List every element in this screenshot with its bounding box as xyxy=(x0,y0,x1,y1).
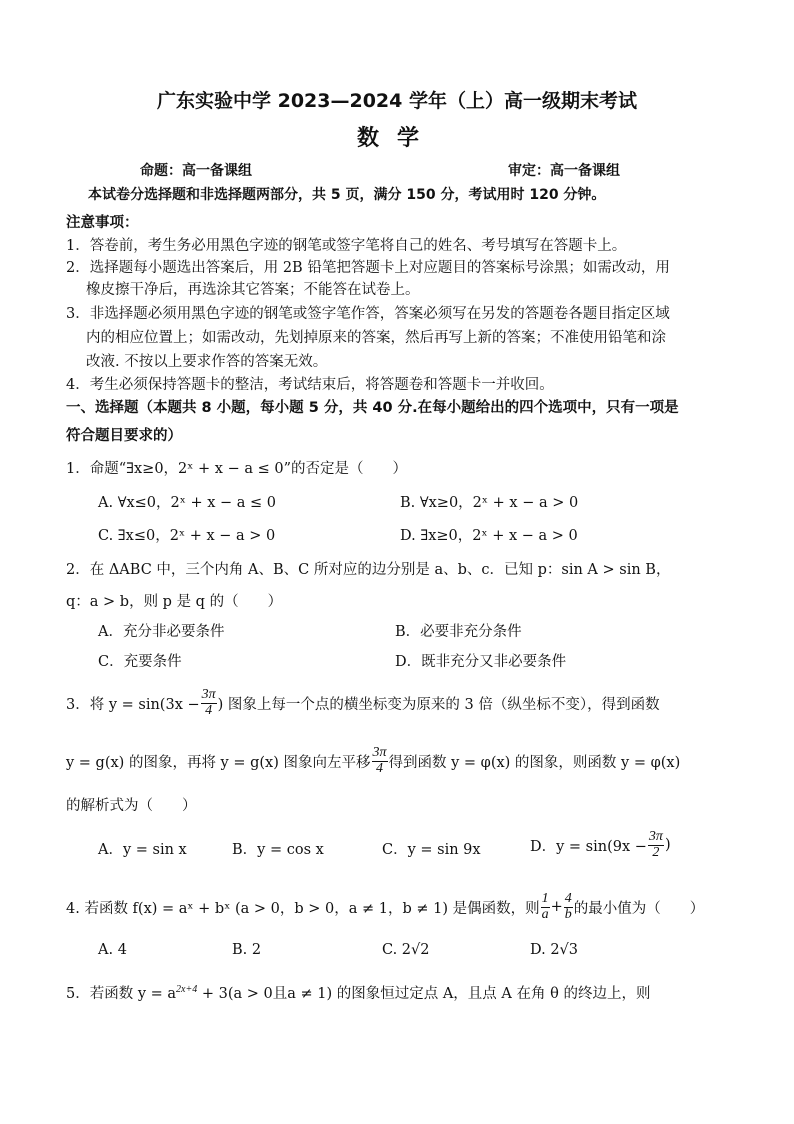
q3-stem-line3: 的解析式为（ ） xyxy=(66,798,197,814)
q5-stem-pre: 5．若函数 y = a xyxy=(66,986,177,1002)
q3-option-d-num: 3π xyxy=(648,828,663,844)
q3-fraction-1 xyxy=(201,688,217,718)
q4-fraction-1-den: a xyxy=(541,906,549,922)
q3-fraction-2 xyxy=(372,746,388,776)
q3-option-c: C．y = sin 9x xyxy=(382,842,481,858)
note-item-1: 1．答卷前，考生务必用黑色字迹的钢笔或签字笔将自己的姓名、考号填写在答题卡上。 xyxy=(66,238,627,254)
q4-stem xyxy=(66,888,704,926)
q3-option-d-post: ) xyxy=(664,837,671,853)
q4-fraction-1-num: 1 xyxy=(541,890,549,906)
q1-option-b: B. ∀x≥0，2ˣ + x − a > 0 xyxy=(400,495,579,511)
q5-stem-post: + 3(a > 0且a ≠ 1) 的图象恒过定点 A，且点 A 在角 θ 的终边上，则 xyxy=(197,986,651,1002)
note-item-3-cont1: 内的相应位置上；如需改动，先划掉原来的答案，然后再写上新的答案；不准使用铅笔和涂 xyxy=(86,330,666,346)
q3-fraction-1-den: 4 xyxy=(205,702,213,718)
q4-option-a: A. 4 xyxy=(98,942,127,958)
q1-option-d: D. ∃x≥0，2ˣ + x − a > 0 xyxy=(400,528,578,544)
q5-exponent: 2x+4 xyxy=(176,984,198,995)
exam-title: 广东实验中学 2023—2024 学年（上）高一级期末考试 xyxy=(157,90,637,112)
q3-fraction-2-den: 4 xyxy=(376,760,383,776)
q1-option-a: A. ∀x≤0，2ˣ + x − a ≤ 0 xyxy=(98,495,277,511)
q2-option-b: B．必要非充分条件 xyxy=(395,624,522,640)
q2-option-a: A．充分非必要条件 xyxy=(98,624,225,640)
q4-option-b: B. 2 xyxy=(232,942,262,958)
q3-stem2-post: 得到函数 y = φ(x) 的图象，则函数 y = φ(x) xyxy=(388,754,681,771)
exam-subject: 数学 xyxy=(356,126,437,151)
q4-stem-pre: 4. 若函数 f(x) = aˣ + bˣ (a > 0，b > 0，a ≠ 1，b ≠ 1) 是偶函数，则 xyxy=(66,900,540,917)
q4-fraction-2 xyxy=(564,892,573,922)
note-item-3-cont2: 改液. 不按以上要求作答的答案无效。 xyxy=(86,354,328,370)
q3-stem-post: ) 图象上每一个点的横坐标变为原来的 3 倍（纵坐标不变），得到函数 xyxy=(217,696,660,713)
note-item-4: 4．考生必须保持答题卡的整洁，考试结束后，将答题卷和答题卡一并收回。 xyxy=(66,377,554,393)
note-item-2-cont: 橡皮擦干净后，再选涂其它答案；不能答在试卷上。 xyxy=(86,282,420,298)
note-item-2: 2．选择题每小题选出答案后，用 2B 铅笔把答题卡上对应题目的答案标号涂黑；如需改动，用 xyxy=(66,260,670,276)
q4-fraction-2-num: 4 xyxy=(564,890,572,906)
q3-stem xyxy=(66,684,660,722)
reviewer-label: 审定：高一备课组 xyxy=(508,163,620,179)
q4-plus: + xyxy=(550,899,563,915)
q3-option-d-pre: D．y = sin(9x − xyxy=(530,838,647,855)
q3-fraction-2-num: 3π xyxy=(372,744,387,760)
exam-info: 本试卷分选择题和非选择题两部分，共 5 页，满分 150 分，考试用时 120 分钟。 xyxy=(88,187,606,203)
q3-option-b: B．y = cos x xyxy=(232,842,324,858)
q3-stem2-pre: y = g(x) 的图象，再将 y = g(x) 图象向左平移 xyxy=(66,754,371,771)
q2-stem: 2．在 ΔABC 中，三个内角 A、B、C 所对应的边分别是 a、b、c．已知 p：sin A > sin B， xyxy=(66,562,671,578)
q4-stem-post: 的最小值为（ ） xyxy=(573,900,705,917)
q2-stem-cont: q：a > b，则 p 是 q 的（ ） xyxy=(66,594,283,610)
q4-option-c: C. 2√2 xyxy=(382,942,430,958)
setter-label: 命题：高一备课组 xyxy=(140,163,252,179)
q3-option-d xyxy=(530,826,671,864)
section-1-heading-cont: 符合题目要求的） xyxy=(66,428,182,444)
section-1-heading: 一、选择题（本题共 8 小题，每小题 5 分，共 40 分.在每小题给出的四个选项中，只有一项是 xyxy=(66,400,679,416)
q4-option-d: D. 2√3 xyxy=(530,942,579,958)
q3-option-d-den: 2 xyxy=(652,844,660,860)
q1-stem: 1．命题“∃x≥0，2ˣ + x − a ≤ 0”的否定是（ ） xyxy=(66,461,407,477)
q3-option-a: A．y = sin x xyxy=(98,842,187,858)
q2-option-c: C．充要条件 xyxy=(98,654,182,670)
q3-option-d-fraction xyxy=(648,830,664,860)
q3-stem-line2 xyxy=(66,742,680,780)
q4-fraction-1 xyxy=(541,892,550,922)
note-item-3: 3．非选择题必须用黑色字迹的钢笔或签字笔作答，答案必须写在另发的答题卷各题目指定区域 xyxy=(66,306,670,322)
q3-stem-pre: 3．将 y = sin(3x − xyxy=(66,696,200,713)
q4-fraction-2-den: b xyxy=(564,906,572,922)
q2-option-d: D．既非充分又非必要条件 xyxy=(395,654,567,670)
notes-heading: 注意事项： xyxy=(66,215,139,231)
q1-option-c: C. ∃x≤0，2ˣ + x − a > 0 xyxy=(98,528,276,544)
q5-stem xyxy=(66,982,650,1003)
q3-fraction-1-num: 3π xyxy=(201,686,216,702)
